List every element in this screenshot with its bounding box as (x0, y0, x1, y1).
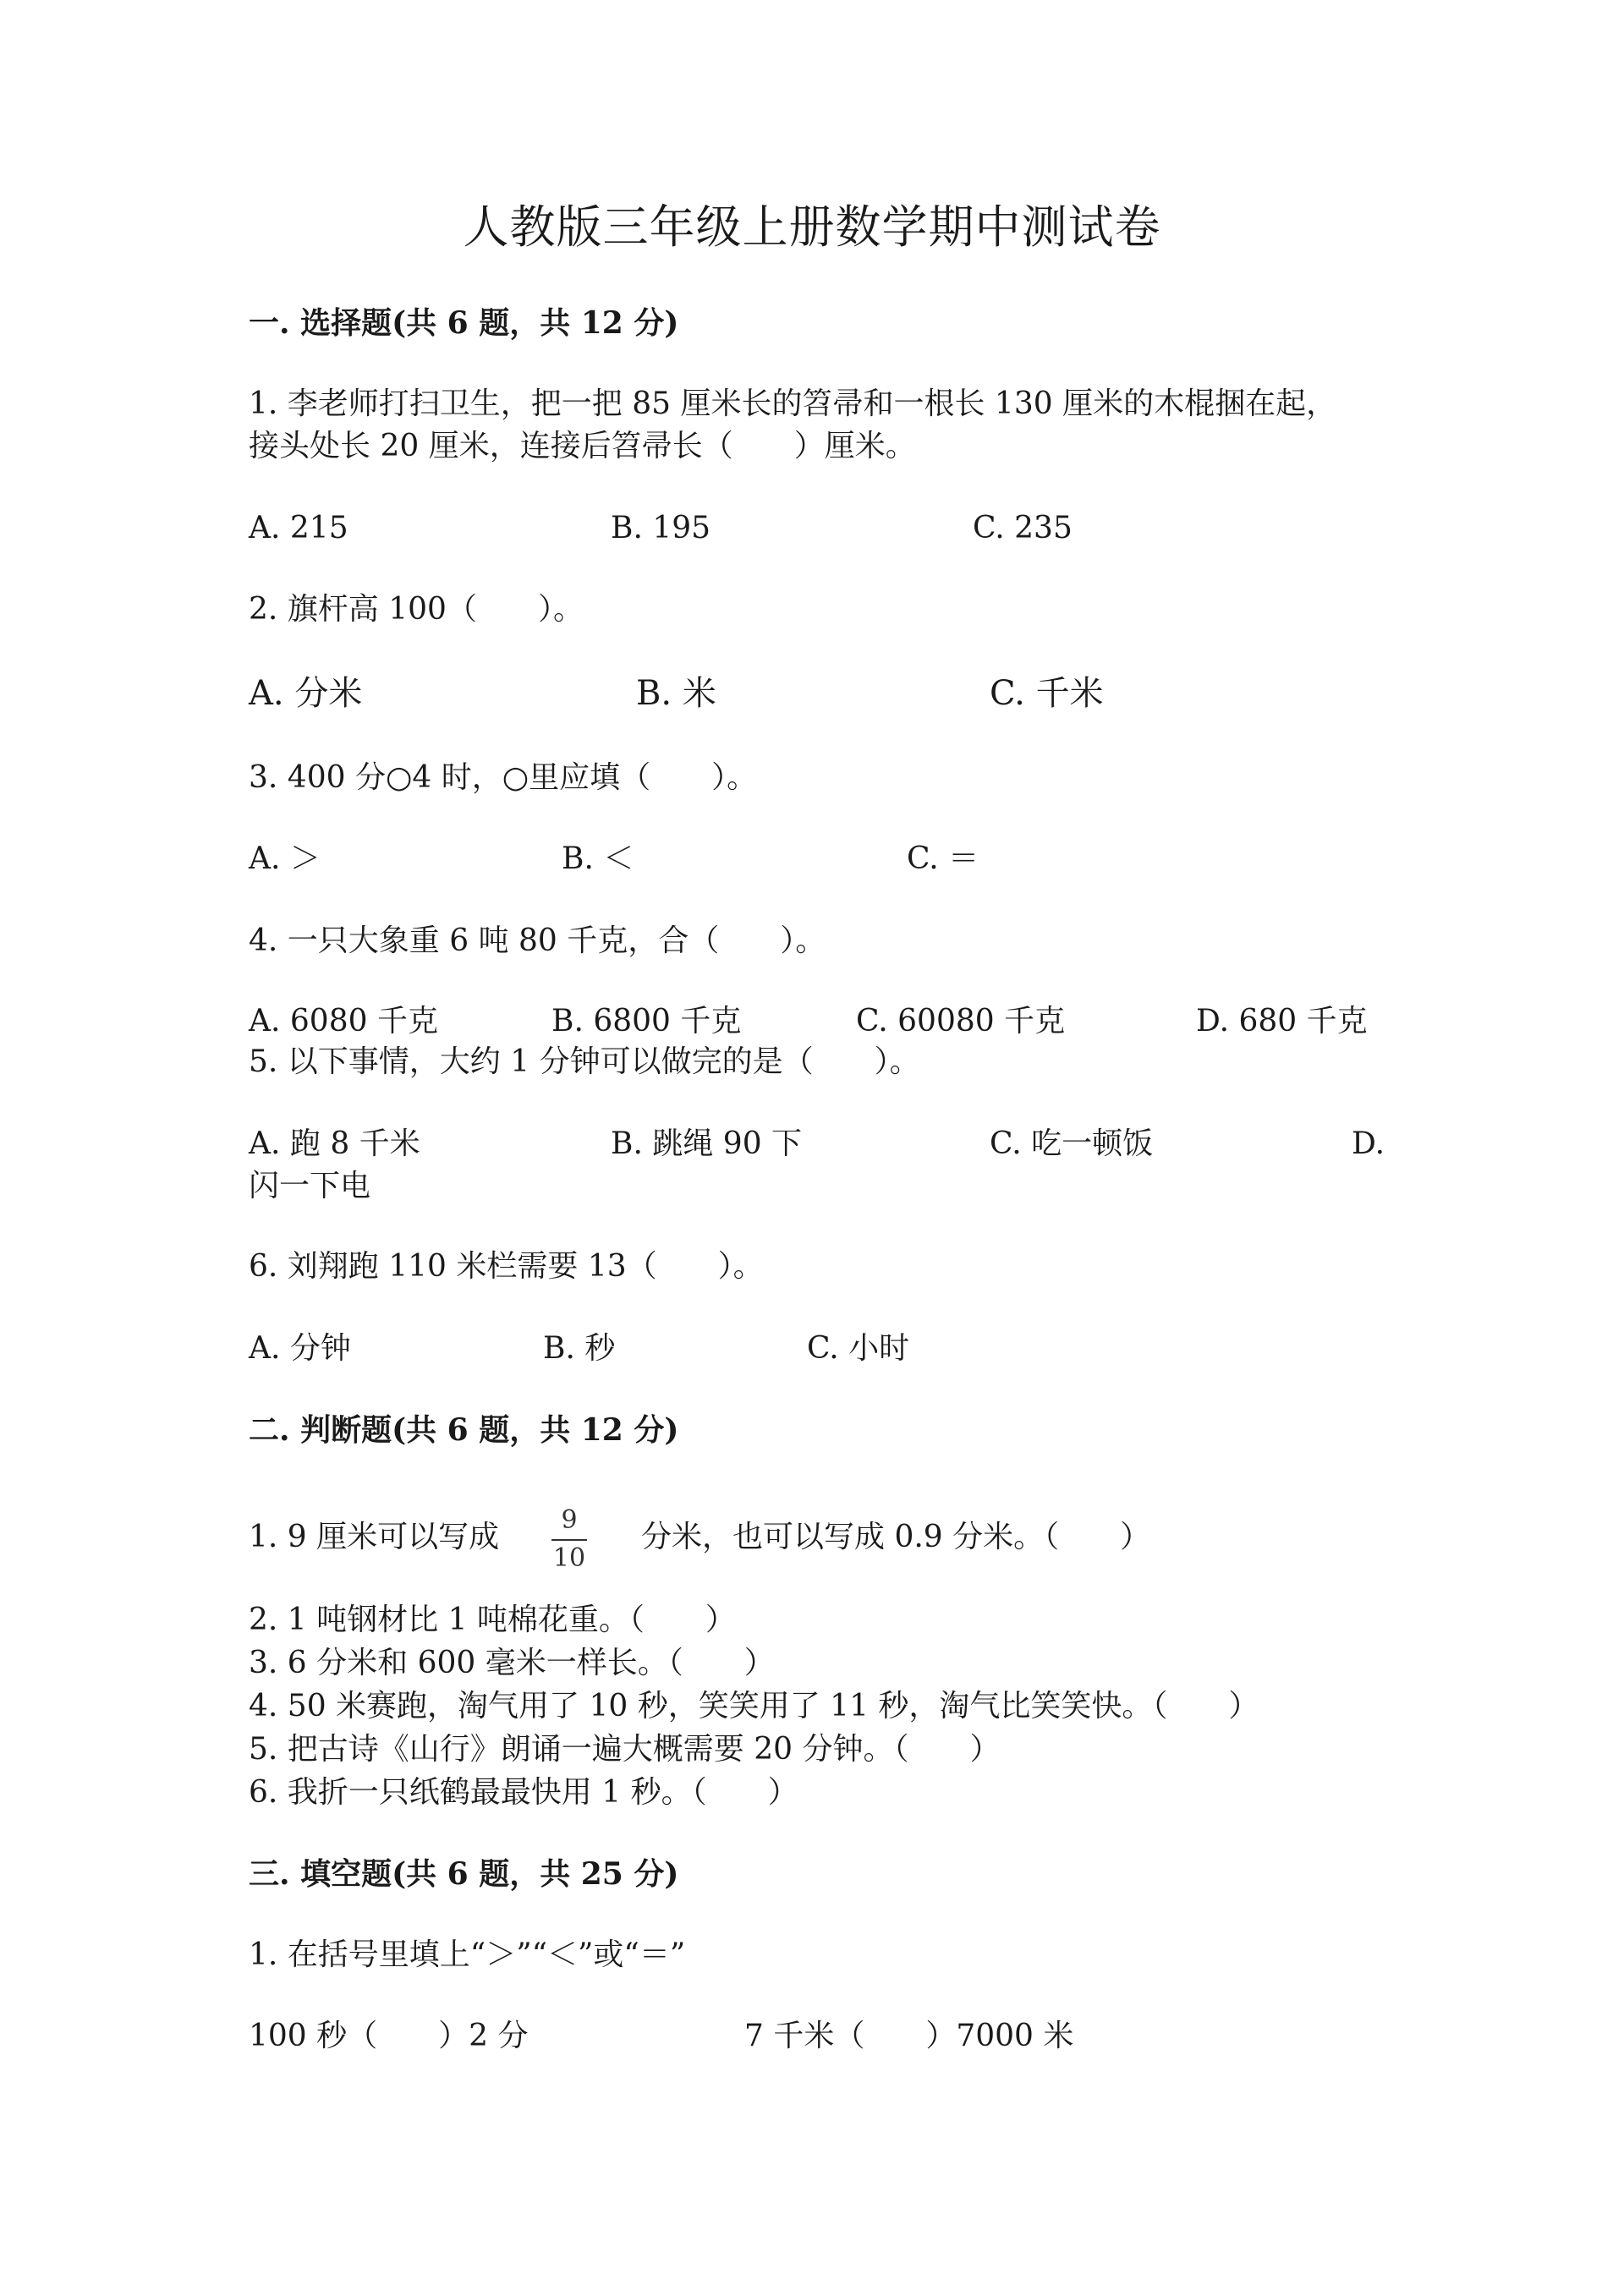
option: B. 跳绳 90 下 (611, 1126, 803, 1161)
option: A. 分米 (249, 674, 363, 713)
option: A. 6080 千克 (249, 1004, 438, 1038)
fill-item: 100 秒（ ）2 分 (249, 2019, 529, 2053)
judge-question: 6. 我折一只纸鹤最最快用 1 秒。（ ） (249, 1775, 798, 1810)
fraction (550, 1505, 589, 1573)
judge-question-1-after: 分米，也可以写成 0.9 分米。（ ） (641, 1520, 1151, 1554)
fraction-denominator: 10 (552, 1543, 586, 1573)
option: C. 小时 (807, 1331, 910, 1366)
fill-question-1: 1. 在括号里填上“＞”“＜”或“＝” (249, 1937, 686, 1972)
option: A. 分钟 (249, 1331, 351, 1366)
question-4: 4. 一只大象重 6 吨 80 千克，合（ ）。 (249, 923, 826, 958)
question-1-line-2: 接头处长 20 厘米，连接后笤帚长（ ）厘米。 (249, 429, 916, 463)
option: C. 千米 (990, 674, 1104, 713)
option: C. 60080 千克 (856, 1004, 1066, 1038)
judge-question: 2. 1 吨钢材比 1 吨棉花重。（ ） (249, 1603, 736, 1637)
option: B. 195 (611, 511, 711, 545)
option: D. (1352, 1126, 1385, 1161)
option: A. ＞ (249, 841, 321, 876)
option: B. ＜ (562, 841, 634, 876)
page-title: 人教版三年级上册数学期中测试卷 (463, 200, 1161, 254)
option: B. 米 (636, 674, 716, 713)
fill-item: 7 千米（ ）7000 米 (744, 2019, 1074, 2053)
section-heading-fill: 三. 填空题(共 6 题，共 25 分) (249, 1856, 679, 1892)
fraction-bar (551, 1539, 587, 1541)
judge-question: 5. 把古诗《山行》朗诵一遍大概需要 20 分钟。（ ） (249, 1732, 1001, 1767)
option: C. ＝ (907, 841, 979, 876)
option: D. 680 千克 (1196, 1004, 1368, 1038)
option: A. 跑 8 千米 (249, 1126, 420, 1161)
section-heading-judge: 二. 判断题(共 6 题，共 12 分) (249, 1412, 679, 1448)
judge-question: 3. 6 分米和 600 毫米一样长。（ ） (249, 1646, 775, 1680)
question-6: 6. 刘翔跑 110 米栏需要 13（ ）。 (249, 1249, 764, 1284)
option: B. 6800 千克 (551, 1004, 742, 1038)
question-5: 5. 以下事情，大约 1 分钟可以做完的是（ ）。 (249, 1044, 920, 1079)
option: B. 秒 (543, 1331, 616, 1366)
fraction-numerator: 9 (561, 1505, 578, 1535)
judge-question: 4. 50 米赛跑，淘气用了 10 秒，笑笑用了 11 秒，淘气比笑笑快。（ ） (249, 1689, 1259, 1723)
judge-question-1-before: 1. 9 厘米可以写成 (249, 1520, 500, 1554)
option-continuation: 闪一下电 (249, 1169, 371, 1203)
question-3: 3. 400 分○4 时，○里应填（ ）。 (249, 760, 758, 795)
question-2: 2. 旗杆高 100（ ）。 (249, 592, 584, 627)
option: C. 吃一顿饭 (990, 1126, 1154, 1161)
option: A. 215 (249, 511, 348, 545)
question-1-line-1: 1. 李老师打扫卫生，把一把 85 厘米长的笤帚和一根长 130 厘米的木棍捆在起， (249, 386, 1337, 421)
option: C. 235 (973, 511, 1073, 545)
section-heading-choice: 一. 选择题(共 6 题，共 12 分) (249, 305, 679, 341)
